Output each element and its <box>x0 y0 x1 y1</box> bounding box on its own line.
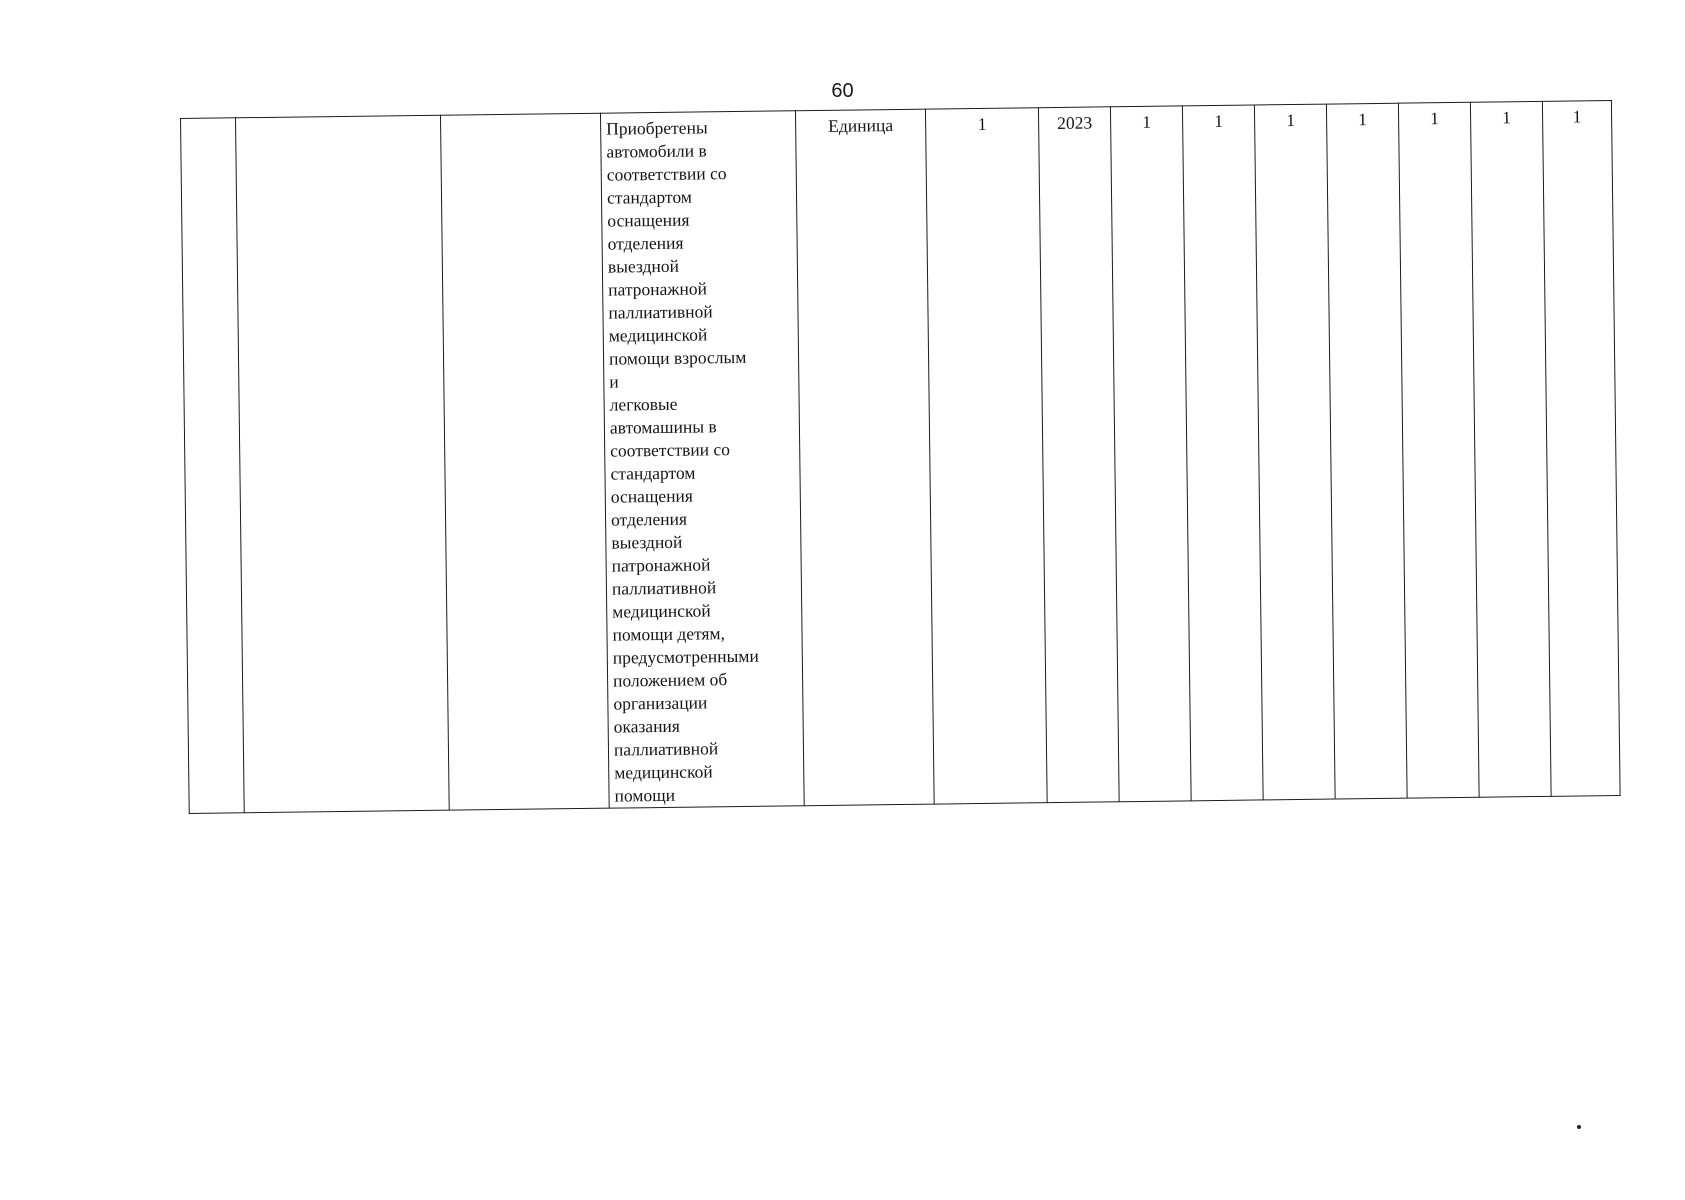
description-cell: Приобретены автомобили в соответствии со стандартом оснащения отделения выездной патронажной паллиативной медицинской помощи взрослым и легковые автомашины в соответствии со стандартом оснащения отделения выездной патронажной паллиативной медицинской помощи детям, предусмотренными положением об организации оказания паллиативной медицинской помощи <box>600 111 804 808</box>
unit-cell: Единица <box>795 109 934 806</box>
year-value-cell: 1 <box>1182 105 1263 801</box>
year-value-cell: 1 <box>1254 104 1335 800</box>
name-cell <box>236 115 450 813</box>
indicator-table <box>180 100 1621 814</box>
table-container <box>180 100 1621 814</box>
year-value-cell: 1 <box>1398 102 1479 798</box>
year-value-cell: 1 <box>1470 101 1551 797</box>
number-cell <box>181 118 245 814</box>
year-value-cell: 1 <box>1110 106 1191 802</box>
year-value-cell: 1 <box>1542 101 1620 797</box>
base-year-cell: 2023 <box>1038 107 1119 803</box>
type-cell <box>440 113 609 810</box>
base-value-cell: 1 <box>925 108 1047 804</box>
year-value-cell: 1 <box>1326 103 1407 799</box>
table-row <box>181 101 1621 814</box>
scan-speck <box>1577 1125 1581 1129</box>
page-number: 60 <box>831 80 854 102</box>
